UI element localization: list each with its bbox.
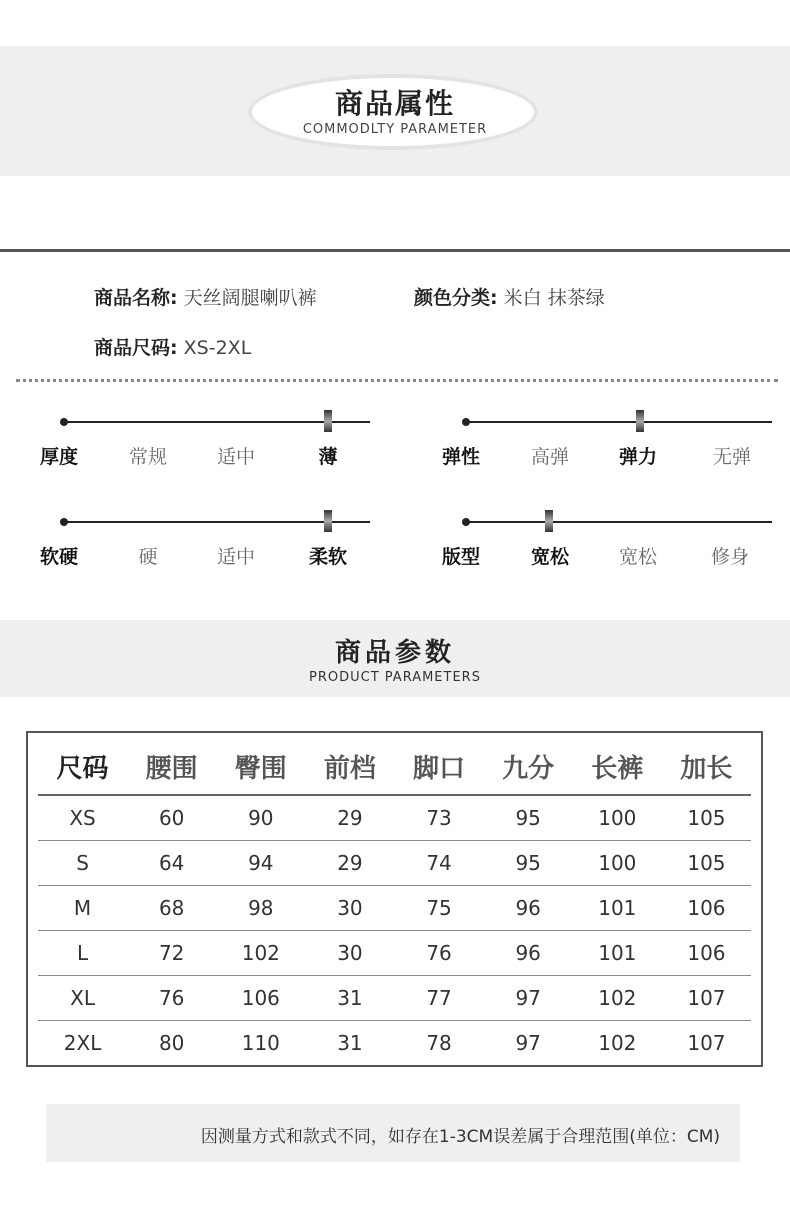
table-cell: 74 [395, 841, 484, 886]
table-cell: XS [38, 795, 127, 841]
attr-option: 无弹 [712, 446, 751, 468]
table-cell: 31 [305, 976, 394, 1021]
size-table [38, 739, 751, 1065]
table-cell: 78 [426, 1031, 452, 1055]
table-cell: 102 [573, 976, 662, 1021]
scale-marker [324, 410, 332, 432]
table-cell: 60 [127, 795, 216, 841]
product-color-label: 颜色分类: [414, 287, 498, 309]
table-cell: 96 [484, 931, 573, 976]
scale-marker [636, 410, 644, 432]
table-cell: 31 [337, 1031, 363, 1055]
table-row [38, 795, 751, 841]
attr-option: 修身 [710, 546, 749, 568]
attributes-banner [0, 46, 790, 176]
table-cell: 94 [216, 841, 305, 886]
table-cell: 102 [598, 1031, 637, 1055]
attr-option: 硬 [138, 546, 158, 568]
scale-thickness [40, 400, 370, 470]
table-cell: 101 [573, 931, 662, 976]
divider-line [0, 249, 790, 252]
measurement-note [46, 1104, 740, 1162]
attr-name: 软硬 [40, 546, 79, 568]
table-cell: 110 [241, 1031, 280, 1055]
table-cell: 73 [395, 795, 484, 841]
note-text: 因测量方式和款式不同，如存在1-3CM误差属于合理范围(单位：CM) [200, 1127, 720, 1147]
table-header: 臀围 [216, 739, 305, 795]
product-name-label: 商品名称: [94, 287, 178, 309]
scale-elasticity [442, 400, 772, 470]
table-cell: 77 [395, 976, 484, 1021]
table-cell: 107 [687, 1031, 726, 1055]
attr-option: 高弹 [530, 446, 569, 468]
table-cell: 97 [515, 1031, 541, 1055]
table-row [38, 1021, 751, 1066]
table-cell: 105 [662, 841, 751, 886]
attr-option-selected: 弹力 [618, 446, 657, 468]
attr-option: 适中 [216, 446, 255, 468]
table-header: 尺码 [38, 739, 127, 795]
table-cell: 106 [662, 886, 751, 931]
scale-softness [40, 500, 370, 570]
attr-name: 厚度 [40, 446, 79, 468]
product-size-value: XS-2XL [183, 337, 252, 359]
table-cell: 100 [573, 795, 662, 841]
table-header: 九分 [484, 739, 573, 795]
table-header: 脚口 [395, 739, 484, 795]
section-subtitle: COMMODLTY PARAMETER [302, 122, 488, 137]
product-size [94, 333, 251, 360]
scale-marker [324, 510, 332, 532]
scale-line [466, 421, 772, 423]
table-cell: 96 [484, 886, 573, 931]
table-header: 长裤 [573, 739, 662, 795]
table-row [38, 931, 751, 976]
attr-option: 适中 [216, 546, 255, 568]
table-row [38, 886, 751, 931]
table-cell: 76 [395, 931, 484, 976]
table-cell: 72 [127, 931, 216, 976]
table-cell: 102 [216, 931, 305, 976]
table-cell: 95 [484, 841, 573, 886]
table-cell: S [38, 841, 127, 886]
table-cell: 101 [573, 886, 662, 931]
section-title: 商品参数 [334, 638, 455, 668]
attr-option: 宽松 [618, 546, 657, 568]
table-cell: 98 [216, 886, 305, 931]
table-cell: 30 [305, 886, 394, 931]
table-cell: 106 [216, 976, 305, 1021]
table-cell: 100 [573, 841, 662, 886]
attr-option: 常规 [128, 446, 167, 468]
product-color-value: 米白 抹茶绿 [503, 287, 605, 309]
table-cell: 97 [484, 976, 573, 1021]
section-title: 商品属性 [334, 87, 455, 120]
scale-marker [545, 510, 553, 532]
table-cell: 90 [216, 795, 305, 841]
table-header-row [38, 739, 751, 795]
params-banner [0, 620, 790, 697]
product-name-value: 天丝阔腿喇叭裤 [183, 287, 317, 309]
table-cell: M [38, 886, 127, 931]
table-cell: 105 [662, 795, 751, 841]
attr-option-selected: 宽松 [530, 546, 569, 568]
table-cell: 75 [395, 886, 484, 931]
attr-option-selected: 薄 [318, 446, 338, 468]
table-cell: XL [38, 976, 127, 1021]
table-cell: 29 [305, 841, 394, 886]
table-cell: 95 [484, 795, 573, 841]
table-cell: 64 [127, 841, 216, 886]
scale-fit [442, 500, 772, 570]
product-name [94, 283, 317, 310]
table-header: 加长 [662, 739, 751, 795]
table-cell: 2XL [63, 1031, 102, 1055]
attr-name: 弹性 [442, 446, 481, 468]
table-header: 前档 [305, 739, 394, 795]
table-cell: 30 [305, 931, 394, 976]
table-cell: 76 [127, 976, 216, 1021]
dotted-divider [16, 379, 778, 382]
table-row [38, 841, 751, 886]
table-cell: 68 [127, 886, 216, 931]
table-header: 腰围 [127, 739, 216, 795]
product-color [414, 283, 605, 310]
table-cell: 106 [662, 931, 751, 976]
scale-line [466, 521, 772, 523]
table-cell: 107 [662, 976, 751, 1021]
product-size-label: 商品尺码: [94, 337, 178, 359]
attr-name: 版型 [442, 546, 481, 568]
table-row [38, 976, 751, 1021]
table-cell: 80 [158, 1031, 185, 1055]
table-cell: L [38, 931, 127, 976]
attr-option-selected: 柔软 [308, 546, 347, 568]
section-subtitle: PRODUCT PARAMETERS [309, 670, 481, 685]
table-cell: 29 [305, 795, 394, 841]
size-table-container [26, 731, 763, 1067]
table-body [38, 795, 751, 1065]
